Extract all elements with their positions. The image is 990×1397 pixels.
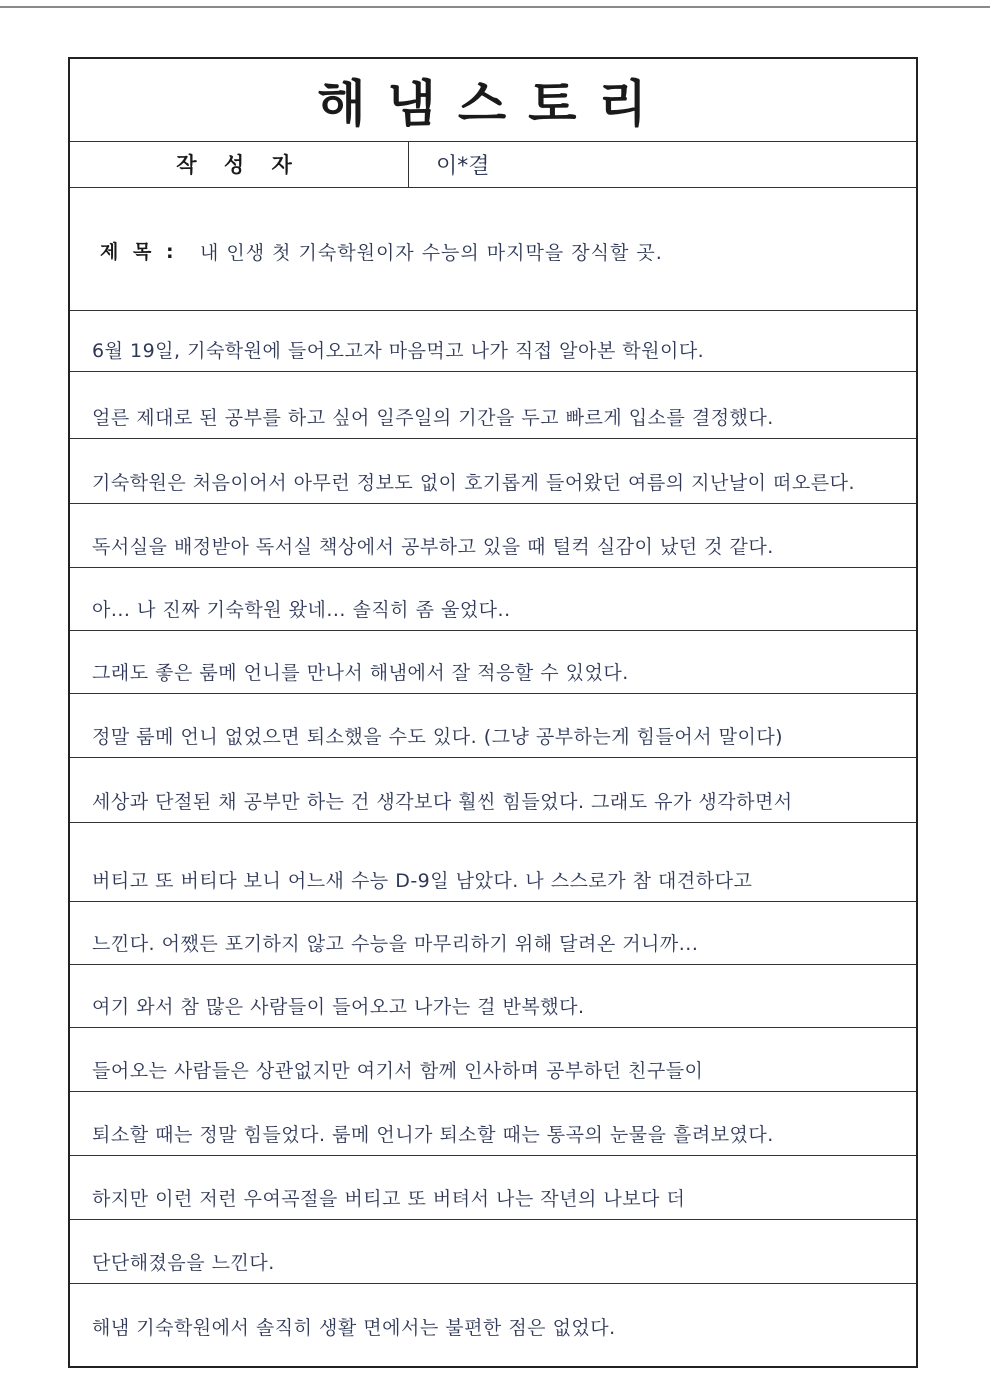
essay-line-text: 6월 19일, 기숙학원에 들어오고자 마음먹고 나가 직접 알아본 학원이다.	[92, 340, 705, 362]
essay-line-text: 퇴소할 때는 정말 힘들었다. 룸메 언니가 퇴소할 때는 통곡의 눈물을 흘려보였다.	[92, 1124, 774, 1146]
author-name: 이*결	[436, 153, 490, 179]
essay-line-text: 아... 나 진짜 기숙학원 왔네... 솔직히 좀 울었다..	[92, 599, 511, 621]
essay-line-text: 단단해졌음을 느낀다.	[92, 1252, 275, 1274]
essay-line	[70, 632, 916, 694]
essay-line-text: 그래도 좋은 룸메 언니를 만나서 해냄에서 잘 적응할 수 있었다.	[92, 662, 629, 684]
essay-line	[70, 1158, 916, 1220]
subject-row	[70, 187, 916, 311]
essay-line-text: 정말 룸메 언니 없었으면 퇴소했을 수도 있다. (그냥 공부하는게 힘들어서 말이다)	[92, 726, 784, 748]
essay-line	[70, 1222, 916, 1284]
essay-line-text: 세상과 단절된 채 공부만 하는 건 생각보다 훨씬 힘들었다. 그래도 유가 생각하면서	[92, 791, 793, 813]
essay-line	[70, 761, 916, 823]
subject-label: 제 목 :	[100, 241, 178, 263]
essay-line	[70, 310, 916, 372]
essay-line	[70, 966, 916, 1028]
document-title: 해냄스토리	[317, 75, 669, 133]
essay-line-text: 얼른 제대로 된 공부를 하고 싶어 일주일의 기간을 두고 빠르게 입소를 결정했다.	[92, 407, 774, 429]
essay-line	[70, 569, 916, 631]
essay-line	[70, 1030, 916, 1092]
author-label: 작 성 자	[70, 141, 409, 187]
essay-line	[70, 840, 916, 902]
essay-line	[70, 506, 916, 568]
essay-line-text: 버티고 또 버티다 보니 어느새 수능 D-9일 남았다. 나 스스로가 참 대견하다고	[92, 870, 753, 892]
essay-line-text: 느낀다. 어쨌든 포기하지 않고 수능을 마무리하기 위해 달려온 거니까...	[92, 933, 699, 955]
essay-form	[68, 57, 918, 1368]
essay-line	[70, 903, 916, 965]
essay-line	[70, 442, 916, 504]
essay-line-text: 하지만 이런 저런 우여곡절을 버티고 또 버텨서 나는 작년의 나보다 더	[92, 1188, 686, 1210]
essay-line	[70, 1286, 916, 1348]
essay-line-text: 독서실을 배정받아 독서실 책상에서 공부하고 있을 때 털컥 실감이 났던 것 같다.	[92, 536, 774, 558]
title-row	[70, 59, 916, 142]
essay-line-text: 기숙학원은 처음이어서 아무런 정보도 없이 호기롭게 들어왔던 여름의 지난날이 떠오른다.	[92, 472, 855, 494]
essay-line-text: 여기 와서 참 많은 사람들이 들어오고 나가는 걸 반복했다.	[92, 996, 585, 1018]
author-row	[70, 141, 916, 188]
essay-line-text: 해냄 기숙학원에서 솔직히 생활 면에서는 불편한 점은 없었다.	[92, 1317, 616, 1339]
subject-text: 내 인생 첫 기숙학원이자 수능의 마지막을 장식할 곳.	[200, 242, 663, 264]
essay-line	[70, 1094, 916, 1156]
essay-line	[70, 377, 916, 439]
essay-line	[70, 696, 916, 758]
scan-top-edge	[0, 6, 990, 8]
essay-line-text: 들어오는 사람들은 상관없지만 여기서 함께 인사하며 공부하던 친구들이	[92, 1060, 704, 1082]
